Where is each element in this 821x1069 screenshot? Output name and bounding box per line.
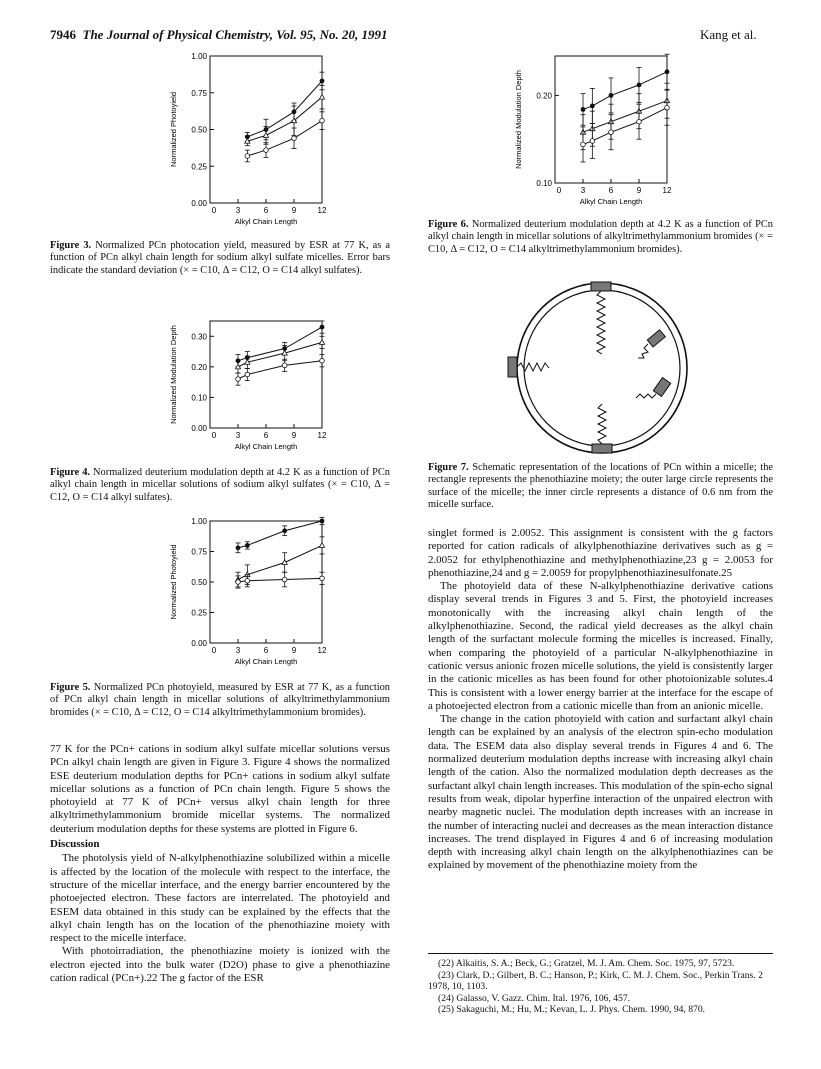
x-tick-label: 0 <box>211 431 217 440</box>
data-point-circle <box>282 577 287 582</box>
x-tick-label: 12 <box>317 646 327 655</box>
reference-item: (23) Clark, D.; Gilbert, B. C.; Hanson, P.; Kirk, C. M. J. Chem. Soc., Perkin Trans. 2 1978, 10, 1103. <box>428 969 763 993</box>
data-point-circle <box>320 576 325 581</box>
figure-4-label: Figure 4. <box>50 467 91 478</box>
y-axis-label: Normalized Modulation Depth <box>514 70 523 169</box>
data-point-circle <box>637 119 642 124</box>
x-tick-label: 3 <box>580 186 586 195</box>
left-column-text <box>50 743 390 985</box>
y-tick-label: 0.20 <box>536 91 552 101</box>
figure-5-label: Figure 5. <box>50 682 91 693</box>
figure-3-label: Figure 3. <box>50 240 92 251</box>
y-axis-label: Normalized Photoyield <box>169 544 178 620</box>
figure-6-caption <box>428 219 773 256</box>
x-tick-label: 0 <box>211 206 217 215</box>
figure-6-plot <box>495 50 695 215</box>
series-line <box>238 342 322 366</box>
reference-item: (24) Galasso, V. Gazz. Chim. Ital. 1976, 106, 457. <box>438 992 631 1004</box>
data-point-x <box>245 543 250 548</box>
paragraph: With photoirradiation, the phenothiazine moiety is ionized with the electron ejected into the bulk water (D2O) phase to give a phenothiazine cation radical (PCn+).22 The g factor of the ESR <box>50 945 390 985</box>
x-tick-label: 6 <box>608 186 614 195</box>
figure-7-caption <box>428 462 773 511</box>
y-tick-label: 0.50 <box>191 125 207 135</box>
data-point-x <box>320 519 325 524</box>
figure-4-chart <box>150 315 350 465</box>
figure-5-caption-text: Normalized PCn photoyield, measured by ESR at 77 K, as a function of PCn alkyl chain length in micellar solutions of alkyltrimethylammonium bromides (× = C10, Δ = C12, O = C14 alkyltrimethylammonium bromides). <box>50 682 390 718</box>
figure-5-chart <box>150 515 350 680</box>
paragraph: singlet formed is 2.0052. This assignment is consistent with the g factors reported for cation radicals of alkylphenothiazine derivatives such as g = 2.0052 for ethylphenothiazine and methylphenothiazine,23 g = 2.0053 for phenothiazine,24 and g = 2.0059 for propylphenothiazinesulfonate.25 <box>428 527 773 579</box>
y-tick-label: 0.75 <box>191 547 207 557</box>
y-tick-label: 0.30 <box>191 332 207 342</box>
y-axis-label: Normalized Modulation Depth <box>169 325 178 424</box>
data-point-x <box>609 93 614 98</box>
y-axis-label: Normalized Photoyield <box>169 91 178 168</box>
x-tick-label: 6 <box>263 431 269 440</box>
running-header <box>50 27 388 43</box>
data-point-circle <box>320 358 325 363</box>
reference-item: (22) Alkaitis, S. A.; Beck, G.; Gratzel, M. J. Am. Chem. Soc. 1975, 97, 5723. <box>438 958 735 969</box>
x-tick-label: 6 <box>263 206 269 215</box>
data-point-circle <box>581 142 586 147</box>
data-point-circle <box>609 130 614 135</box>
page-number: 7946 <box>50 27 76 42</box>
figure-7-caption-text: Schematic representation of the locations of PCn within a micelle; the rectangle represents the phenothiazine moiety; the outer large circle represents the surface of the micelle; the inner circle represents a distance of 0.6 nm from the micelle surface. <box>428 462 773 510</box>
series-line <box>583 108 667 145</box>
series-line <box>238 361 322 379</box>
data-point-circle <box>245 372 250 377</box>
y-tick-label: 1.00 <box>191 52 207 61</box>
y-tick-label: 0.10 <box>191 393 207 403</box>
data-point-x <box>236 545 241 550</box>
x-tick-label: 0 <box>211 646 217 655</box>
y-tick-label: 0.00 <box>191 424 207 433</box>
figure-4-caption <box>50 467 390 504</box>
x-tick-label: 3 <box>235 206 241 215</box>
y-tick-label: 0.20 <box>191 362 207 372</box>
alkyl-chain-line <box>636 394 656 398</box>
right-column-text <box>428 527 773 873</box>
x-axis-label: Alkyl Chain Length <box>234 442 298 451</box>
phenothiazine-rect <box>592 444 612 453</box>
y-tick-label: 1.00 <box>191 517 207 526</box>
references-list <box>428 958 773 1016</box>
figure-5-plot <box>150 515 350 675</box>
series-line <box>247 81 322 137</box>
figure-3-plot <box>150 50 350 235</box>
figure-4-plot <box>150 315 350 460</box>
x-axis-label: Alkyl Chain Length <box>579 197 643 206</box>
x-tick-label: 12 <box>662 186 672 195</box>
data-point-circle <box>590 139 595 144</box>
y-tick-label: 0.00 <box>191 199 207 208</box>
figure-6-caption-text: Normalized deuterium modulation depth at 4.2 K as a function of PCn alkyl chain length in micellar solutions of alkyltrimethylammonium bromides (× = C10, Δ = C12, O = C14 alkyltrimethylammonium bromides). <box>428 219 773 255</box>
figure-6-label: Figure 6. <box>428 219 469 230</box>
data-point-x <box>637 83 642 88</box>
x-tick-label: 12 <box>317 206 327 215</box>
references-divider <box>428 953 773 954</box>
figure-3-caption-text: Normalized PCn photocation yield, measured by ESR at 77 K, as a function of PCn alkyl chain length for sodium alkyl sulfate micelles. Error bars indicate the standard deviation (× = C10, Δ = C12, O = C14 alkyl sulfates). <box>50 240 390 276</box>
series-line <box>238 578 322 582</box>
data-point-circle <box>292 136 297 141</box>
alkyl-chain-line <box>638 344 648 358</box>
data-point-x <box>590 104 595 109</box>
series-line <box>247 97 322 141</box>
x-tick-label: 6 <box>263 646 269 655</box>
data-point-circle <box>282 363 287 368</box>
series-line <box>238 327 322 361</box>
alkyl-chain-line <box>517 363 549 371</box>
section-heading: Discussion <box>50 838 100 851</box>
figure-7-schematic <box>496 278 708 463</box>
x-tick-label: 12 <box>317 431 327 440</box>
x-axis-label: Alkyl Chain Length <box>234 217 298 226</box>
data-point-circle <box>245 154 250 159</box>
paragraph: The photolysis yield of N-alkylphenothiazine solubilized within a micelle is affected by the location of the molecule with respect to the interface, the structure of the micellar interface, and the energy barrier encountered by the photoejected electron. These factors are interrelated. The photoyield and ESEM data obtained in this study can be explained by the effects that the alkyl chain length has on the location of the phenothiazine moiety with respect to the micelle interface. <box>50 852 390 945</box>
data-point-triangle <box>319 94 324 99</box>
alkyl-chain-line <box>598 404 606 444</box>
x-tick-label: 9 <box>291 206 297 215</box>
data-point-x <box>320 79 325 84</box>
data-point-circle <box>245 578 250 583</box>
phenothiazine-rect <box>508 357 517 377</box>
figure-3-chart <box>150 50 350 240</box>
series-line <box>238 545 322 579</box>
figure-5-caption <box>50 682 390 719</box>
series-line <box>583 72 667 110</box>
data-point-triangle <box>319 340 324 345</box>
plot-frame <box>210 521 322 643</box>
data-point-circle <box>665 105 670 110</box>
x-tick-label: 9 <box>291 646 297 655</box>
x-axis-label: Alkyl Chain Length <box>234 657 298 666</box>
y-tick-label: 0.10 <box>536 179 552 188</box>
figure-4-caption-text: Normalized deuterium modulation depth at 4.2 K as a function of PCn alkyl chain length in micellar solutions of sodium alkyl sulfates (× = C10, Δ = C12, O = C14 alkyl sulfates). <box>50 467 390 503</box>
paragraph: The change in the cation photoyield with cation and surfactant alkyl chain length can be explained by an analysis of the electron spin-echo modulation data. The ESEM data also display several trends in Figures 4 and 6. The normalized deuterium modulation depths increase with increasing alkyl chain length of the cation. Also the normalized modulation depth decreases as the surfactant alkyl chain length increases. This modulation of the spin-echo signal results from weak, dipolar hyperfine interaction of the unpaired electron with nearby magnetic nuclei. The modulation depth increases with an increase in the number of interacting nuclei and decreases as the mean interaction distance increases. The trend displayed in Figures 4 and 6 of increasing modulation depth with increasing alkyl chain length on the alkylphenothiazines can be explained by movement of the phenothiazine moiety from the <box>428 713 773 872</box>
paragraph: 77 K for the PCn+ cations in sodium alkyl sulfate micellar solutions versus PCn alkyl chain length are given in Figure 3. Figure 4 shows the normalized ESE deuterium modulation depths for PCn+ cations in sodium alkyl sulfate micellar solutions as a function of PCn chain length. Figure 5 shows the photoyield at 77 K of PCn+ versus alkyl chain length for three alkyltrimethylammonium bromide micellar systems. The normalized deuterium modulation depths for these systems are plotted in Figure 6. <box>50 743 390 835</box>
x-tick-label: 9 <box>636 186 642 195</box>
data-point-x <box>665 69 670 74</box>
alkyl-chain-line <box>597 291 605 354</box>
x-tick-label: 3 <box>235 431 241 440</box>
reference-item: (25) Sakaguchi, M.; Hu, M.; Kevan, L. J. Phys. Chem. 1990, 94, 870. <box>438 1004 706 1016</box>
y-tick-label: 0.25 <box>191 162 207 172</box>
data-point-x <box>581 107 586 112</box>
x-tick-label: 0 <box>556 186 562 195</box>
y-tick-label: 0.00 <box>191 639 207 648</box>
x-tick-label: 3 <box>235 646 241 655</box>
figure-3-caption <box>50 240 390 277</box>
y-tick-label: 0.75 <box>191 88 207 98</box>
y-tick-label: 0.25 <box>191 608 207 618</box>
author-header: Kang et al. <box>700 27 757 42</box>
paragraph: The photoyield data of these N-alkylphenothiazine derivative cations display several trends in Figures 3 and 5. First, the photoyield increases monotonically with the increasing alkyl chain length of the alkylphenothiazine. Second, the radical yield decreases as the alkyl chain length of the surfactant molecule forming the micelles is increased. Finally, when comparing the photoyield of a particular N-alkylphenothiazine in cationic versus anionic frozen micelle solutions, the yield is consistently larger in the cationic micelles as has been found for other photoionizable solutes.4 This is consistent with a lower energy barrier at the interface for the escape of a photoejected electron from a cationic micelle than from an anionic micelle. <box>428 580 773 712</box>
phenothiazine-rect <box>647 330 665 347</box>
data-point-circle <box>264 148 269 153</box>
data-point-circle <box>236 580 241 585</box>
data-point-x <box>320 325 325 330</box>
phenothiazine-rect <box>591 282 611 291</box>
data-point-triangle <box>319 543 324 548</box>
journal-citation: The Journal of Physical Chemistry, Vol. 95, No. 20, 1991 <box>82 27 388 42</box>
phenothiazine-rect <box>653 378 670 397</box>
x-tick-label: 9 <box>291 431 297 440</box>
figure-7-label: Figure 7. <box>428 462 469 473</box>
data-point-circle <box>236 377 241 382</box>
data-point-x <box>282 528 287 533</box>
y-tick-label: 0.50 <box>191 578 207 587</box>
data-point-circle <box>320 118 325 123</box>
figure-6-chart <box>495 50 695 220</box>
series-line <box>238 521 322 548</box>
